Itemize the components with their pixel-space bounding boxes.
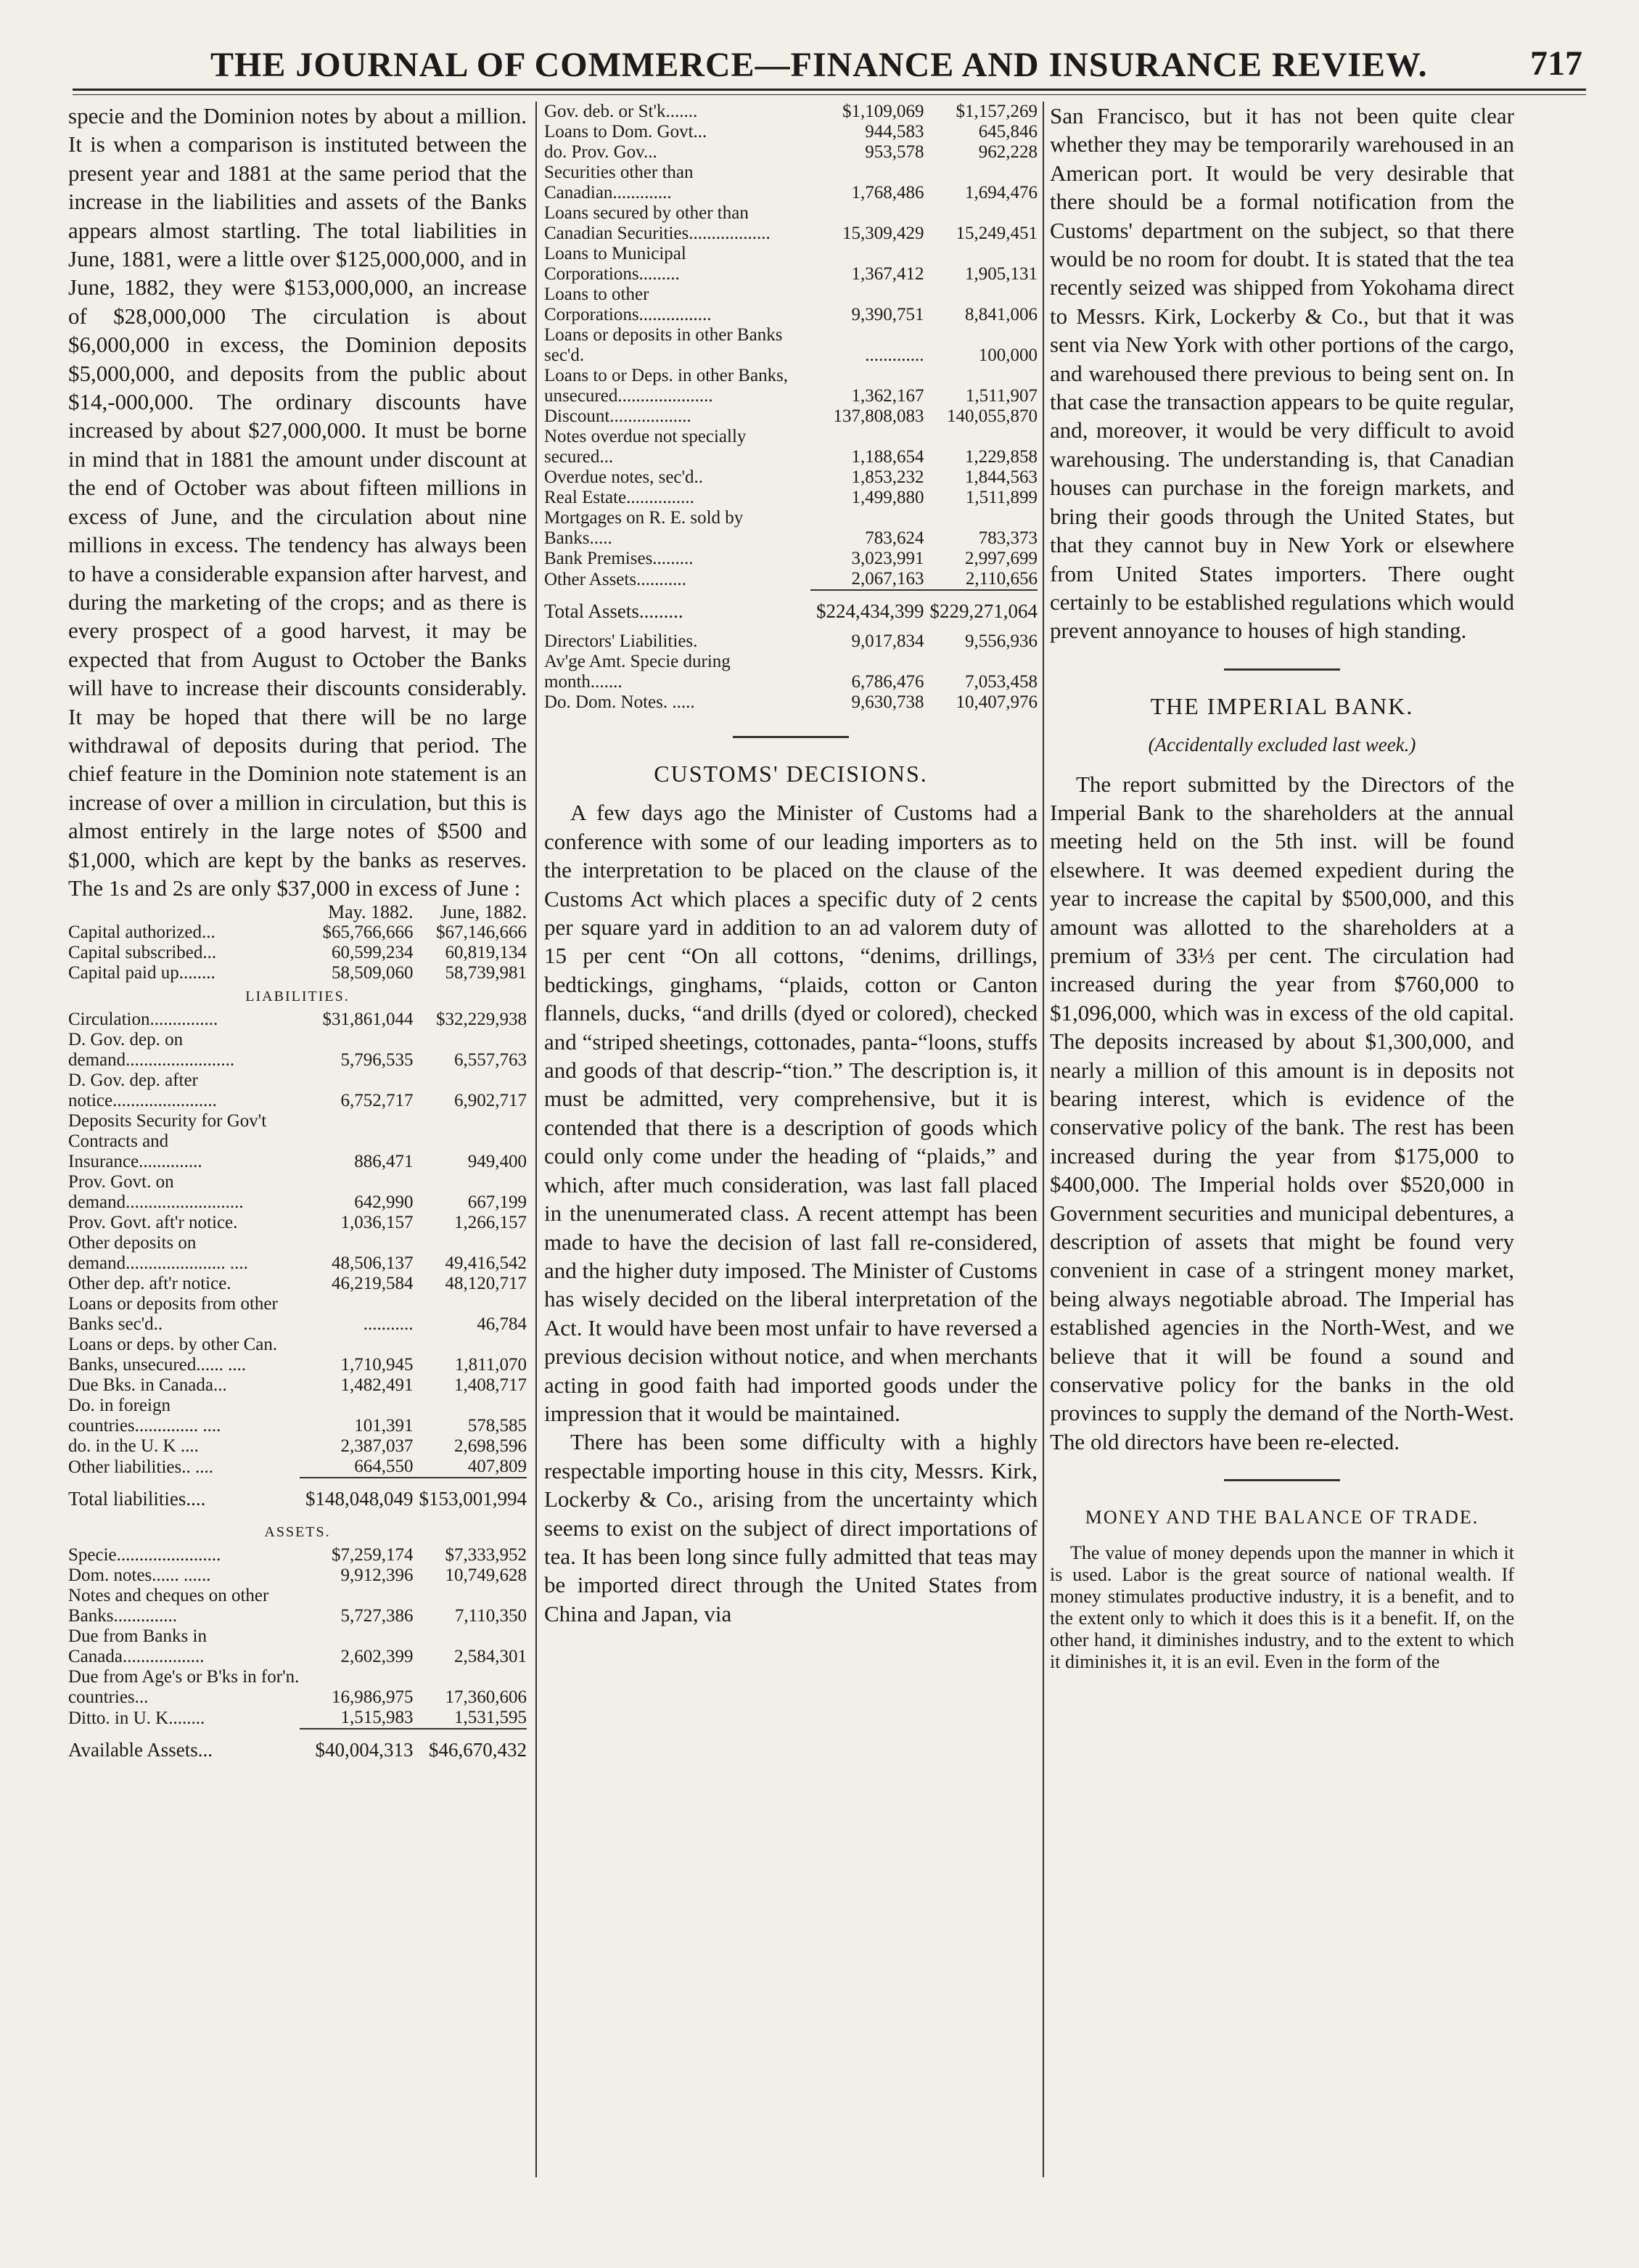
- value-june: $1,157,269: [956, 102, 1038, 121]
- table-row: [544, 406, 1038, 427]
- row-label: Notes overdue not specially secured...: [544, 427, 747, 467]
- row-label: Due from Banks in Canada..................: [68, 1626, 207, 1667]
- table-row: [68, 1708, 527, 1729]
- value-june: 7,110,350: [454, 1606, 527, 1626]
- column-3: [1050, 102, 1514, 1673]
- value-june: 667,199: [467, 1192, 527, 1213]
- section-rule: [733, 736, 849, 738]
- value-may: 6,786,476: [851, 672, 924, 692]
- table-row: [544, 631, 1038, 652]
- value-june: 1,408,717: [454, 1375, 527, 1396]
- row-label: Bank Premises.........: [544, 549, 694, 568]
- value-june: 140,055,870: [947, 406, 1038, 426]
- value-june: 645,846: [978, 122, 1038, 142]
- total-assets-may: $224,434,399: [810, 590, 924, 631]
- table-row: [68, 1545, 527, 1565]
- value-june: 6,557,763: [454, 1050, 527, 1070]
- row-label: Capital subscribed...: [68, 943, 217, 963]
- assets-continued-table: [544, 102, 1038, 713]
- table-row: [68, 1010, 527, 1030]
- table-row: [68, 1213, 527, 1233]
- value-may: 1,853,232: [851, 467, 924, 487]
- total-liabilities-label: Total liabilities....: [68, 1488, 206, 1510]
- value-may: 5,727,386: [340, 1606, 414, 1626]
- row-label: Prov. Govt. on demand..........................: [68, 1172, 244, 1213]
- value-june: 9,556,936: [965, 631, 1038, 651]
- value-may: 5,796,535: [340, 1050, 414, 1070]
- table-row: [544, 652, 1038, 692]
- row-label: Capital authorized...: [68, 922, 215, 943]
- table-row: [68, 1294, 527, 1335]
- table-row: [68, 1396, 527, 1436]
- row-label: Directors' Liabilities.: [544, 631, 698, 651]
- row-label: Loans or deposits from other Banks sec'd..: [68, 1294, 278, 1335]
- value-june: 1,266,157: [454, 1213, 527, 1233]
- row-label: Gov. deb. or St'k.......: [544, 102, 698, 121]
- value-may: 9,912,396: [340, 1565, 414, 1586]
- row-label: Securities other than Canadian.............: [544, 163, 694, 202]
- journal-title: THE JOURNAL OF COMMERCE—FINANCE AND INSURANCE REVIEW.: [210, 46, 1428, 84]
- row-label: Loans or deposits in other Banks sec'd.: [544, 325, 783, 365]
- customs-paragraph-2: There has been some difficulty with a highly respectable importing house in this city, Messrs. Kirk, Lockerby & Co., arising from the uncertainty which seems to exist on the subject of direct importations of tea. It has been long since fully admitted that teas may be imported direct through the United States from China and Japan, via: [544, 1429, 1038, 1626]
- value-june: 17,360,606: [445, 1687, 527, 1708]
- value-june: $67,146,666: [436, 922, 527, 943]
- table-row: [544, 122, 1038, 142]
- column-divider: [535, 102, 537, 2177]
- value-may: 3,023,991: [851, 549, 924, 568]
- value-june: 15,249,451: [956, 224, 1038, 243]
- value-may: 664,550: [354, 1457, 414, 1477]
- imperial-bank-paragraph: The report submitted by the Directors of the Imperial Bank to the shareholders at the annual meeting held on the 5th inst. will be found elsewhere. It was deemed expedient during the year to increase the capital by $500,000, and this amount was allotted to the shareholders at a premium of 33⅓ per cent. The circulation had increased during the year from $760,000 to $1,096,000, which was in excess of the old capital. The deposits increased by about $1,300,000, and nearly a million of this amount is in deposits not bearing interest, which is evidence of the conservative policy of the bank. The rest has been increased during the year from $175,000 to $400,000. The Imperial holds over $520,000 in Government securities and municipal debentures, a description of assets that might be found very convenient in case of a stringent money market, being always negotiable abroad. The Imperial has established agencies in the North-West, and we believe that it will be found a sound and conservative policy for the banks in the old provinces to supply the demand of the North-West. The old directors have been re-elected.: [1050, 771, 1514, 1454]
- value-june: 962,228: [978, 142, 1038, 162]
- header-rule: [73, 89, 1586, 91]
- row-label: Circulation...............: [68, 1010, 218, 1030]
- table-row: [68, 1172, 527, 1213]
- value-may: 783,624: [865, 528, 924, 548]
- row-label: Other deposits on demand...................... ....: [68, 1233, 248, 1274]
- column-head-may: May. 1882.: [328, 901, 414, 923]
- value-may: 944,583: [865, 122, 924, 142]
- row-label: Loans to Dom. Govt...: [544, 122, 707, 142]
- imperial-bank-subheading: (Accidentally excluded last week.): [1148, 734, 1416, 756]
- row-label: Loans to Municipal Corporations.........: [544, 244, 686, 284]
- column-1: [68, 102, 527, 1770]
- value-june: 1,511,899: [965, 488, 1038, 507]
- table-row: [68, 1586, 527, 1626]
- customs-paragraph-1: A few days ago the Minister of Customs had a conference with some of our leading importers as to the interpretation to be placed on the clause of the Customs Act which places a specific duty of 2 cents per square yard in addition to an ad valorem duty of 15 per cent “On all cottons, “denims, drillings, bedtickings, ginghams, “plaids, cotton or Canton flannels, ducks, “and drills (dyed or colored), checked and “striped sheetings, cottonades, panta-“loons, stuffs and goods of that descrip-“tion.” The description is, it must be admitted, very comprehensive, but it is contended that there is a description of goods which could only come under the heading of “plaids,” and which, after much consideration, was last fall placed in the unenumerated class. A recent attempt has been made to have the decision of last fall re-considered, and the higher duty imposed. The Minister of Customs has wisely decided on the liberal interpretation of the Act. It would have been most unfair to have reversed a previous decision without notice, and when merchants acting in good faith had imported goods under the impression that it would be maintained.: [544, 800, 1038, 1426]
- table-row: [544, 692, 1038, 713]
- page-number: 717: [1530, 44, 1582, 83]
- row-label: Loans to or Deps. in other Banks, unsecured.....................: [544, 366, 789, 406]
- row-label: Due Bks. in Canada...: [68, 1375, 227, 1396]
- table-row: [544, 569, 1038, 590]
- value-may: $7,259,174: [332, 1545, 414, 1565]
- row-label: D. Gov. dep. on demand........................: [68, 1030, 235, 1070]
- row-label: Mortgages on R. E. sold by Banks.....: [544, 508, 744, 548]
- value-june: $32,229,938: [436, 1010, 527, 1030]
- table-row: [68, 943, 527, 963]
- row-label: Dom. notes...... ......: [68, 1565, 211, 1586]
- value-may: 2,602,399: [340, 1647, 414, 1667]
- row-label: Deposits Security for Gov't Contracts and Insurance..............: [68, 1111, 267, 1172]
- value-june: 8,841,006: [965, 305, 1038, 324]
- value-june: 578,585: [467, 1416, 527, 1436]
- value-june: 1,905,131: [965, 264, 1038, 284]
- row-label: Notes and cheques on other Banks..............: [68, 1586, 269, 1626]
- row-label: D. Gov. dep. after notice.......................: [68, 1070, 217, 1111]
- value-may: 1,367,412: [851, 264, 924, 284]
- money-section: [1050, 1542, 1514, 1673]
- value-may: ...........: [363, 1314, 414, 1335]
- row-label: Loans or deps. by other Can. Banks, unsecured...... ....: [68, 1335, 278, 1375]
- value-june: $7,333,952: [445, 1545, 527, 1565]
- value-june: 100,000: [978, 345, 1038, 365]
- value-may: 9,630,738: [851, 692, 924, 712]
- table-row: [544, 102, 1038, 122]
- value-may: 1,482,491: [340, 1375, 414, 1396]
- money-heading: MONEY AND THE BALANCE OF TRADE.: [1085, 1507, 1479, 1528]
- row-label: Other Assets...........: [544, 570, 686, 589]
- row-label: do. Prov. Gov...: [544, 142, 657, 162]
- value-may: 642,990: [354, 1192, 414, 1213]
- value-june: 1,511,907: [965, 386, 1038, 406]
- value-may: $31,861,044: [322, 1010, 414, 1030]
- value-may: 9,017,834: [851, 631, 924, 651]
- table-row: [544, 142, 1038, 163]
- table-row: [68, 922, 527, 943]
- available-assets-may: $40,004,313: [300, 1729, 414, 1770]
- total-assets-label: Total Assets.........: [544, 600, 683, 622]
- row-label: do. in the U. K ....: [68, 1436, 199, 1457]
- value-june: 1,811,070: [454, 1355, 527, 1375]
- table-row: [68, 1030, 527, 1070]
- row-label: Real Estate...............: [544, 488, 694, 507]
- table-row: [544, 488, 1038, 508]
- value-may: 6,752,717: [340, 1091, 414, 1111]
- table-row: [68, 1233, 527, 1274]
- value-june: 49,416,542: [445, 1253, 527, 1274]
- table-row: [68, 1436, 527, 1457]
- customs-heading: CUSTOMS' DECISIONS.: [654, 761, 928, 787]
- value-june: 6,902,717: [454, 1091, 527, 1111]
- table-row: [68, 1457, 527, 1478]
- value-june: 48,120,717: [445, 1274, 527, 1294]
- page-header: [0, 38, 1639, 89]
- section-rule: [1224, 668, 1340, 671]
- value-may: 15,309,429: [842, 224, 924, 243]
- value-june: 7,053,458: [965, 672, 1038, 692]
- row-label: Other dep. aft'r notice.: [68, 1274, 231, 1294]
- table-row: [544, 467, 1038, 488]
- value-may: 1,499,880: [851, 488, 924, 507]
- value-may: 1,362,167: [851, 386, 924, 406]
- total-assets-june: $229,271,064: [924, 590, 1038, 631]
- value-june: 10,407,976: [956, 692, 1038, 712]
- value-june: 1,531,595: [454, 1708, 527, 1728]
- value-june: 46,784: [477, 1314, 527, 1335]
- table-row: [544, 366, 1038, 406]
- row-label: Specie.......................: [68, 1545, 221, 1565]
- table-row: [68, 1111, 527, 1172]
- value-may: .............: [865, 345, 924, 365]
- column-divider: [1043, 102, 1044, 2177]
- value-may: 2,387,037: [340, 1436, 414, 1457]
- row-label: Do. Dom. Notes. .....: [544, 692, 695, 712]
- row-label: Av'ge Amt. Specie during month.......: [544, 652, 731, 692]
- value-june: 2,698,596: [454, 1436, 527, 1457]
- value-may: 2,067,163: [851, 569, 924, 589]
- table-row: [544, 508, 1038, 549]
- capital-table: [68, 902, 527, 1770]
- table-row: [544, 325, 1038, 366]
- table-row: [68, 1565, 527, 1586]
- table-row: [68, 1335, 527, 1375]
- row-label: Prov. Govt. aft'r notice.: [68, 1213, 238, 1233]
- table-row: [544, 244, 1038, 284]
- available-assets-june: $46,670,432: [414, 1729, 527, 1770]
- table-row: [68, 1667, 527, 1708]
- table-row: [544, 163, 1038, 203]
- value-may: 60,599,234: [332, 943, 414, 963]
- value-june: 10,749,628: [445, 1565, 527, 1586]
- liabilities-label: LIABILITIES.: [245, 988, 350, 1005]
- table-row: [544, 549, 1038, 569]
- row-label: Overdue notes, sec'd..: [544, 467, 704, 487]
- value-may: 886,471: [354, 1152, 414, 1172]
- assets-label: ASSETS.: [264, 1524, 331, 1541]
- customs-continuation: San Francisco, but it has not been quite clear whether they may be temporarily warehoused in an American port. It would be very desirable that there should be a formal notification from the Customs' department on the subject, so that there would be no room for doubt. It is stated that the tea recently seized was shipped from Yokohama direct to Messrs. Kirk, Lockerby & Co., but that it was sent via New York with other portions of the cargo, and warehoused there previous to being sent on. In that case the transaction appears to be quite regular, and, moreover, it would be very difficult to avoid warehousing. The understanding is, that Canadian houses can purchase in the foreign markets, and bring their goods through the United States, but that they cannot buy in New York or elsewhere from United States importers. There ought certainly to be established regulations which would prevent annoyance to houses of high standing.: [1050, 103, 1515, 644]
- column-2: [544, 102, 1038, 1628]
- row-label: Due from Age's or B'ks in for'n. countries...: [68, 1667, 300, 1708]
- table-row: [544, 284, 1038, 325]
- section-rule: [1224, 1479, 1340, 1481]
- value-may: 1,710,945: [340, 1355, 414, 1375]
- value-june: 60,819,134: [445, 943, 527, 963]
- total-liabilities-may: $148,048,049: [300, 1478, 414, 1519]
- row-label: Capital paid up........: [68, 963, 215, 983]
- value-may: 46,219,584: [332, 1274, 414, 1294]
- table-row: [544, 427, 1038, 467]
- value-june: 1,694,476: [965, 183, 1038, 202]
- table-row: [68, 1626, 527, 1667]
- row-label: Ditto. in U. K........: [68, 1708, 205, 1729]
- table-row: [68, 1070, 527, 1111]
- header-rule-thin: [73, 94, 1586, 95]
- row-label: Other liabilities.. ....: [68, 1457, 213, 1478]
- row-label: Do. in foreign countries.............. ....: [68, 1396, 221, 1436]
- money-paragraph: The value of money depends upon the manner in which it is used. Labor is the great source of national wealth. If money stimulates productive industry, it is a benefit, and to the extent only to which it does this is it a benefit. If, on the other hand, it diminishes industry, and to the extent to which it diminishes it, it is an evil. Even in the form of the: [1050, 1542, 1514, 1672]
- value-june: 58,739,981: [445, 963, 527, 983]
- value-june: 949,400: [467, 1152, 527, 1172]
- value-may: 16,986,975: [332, 1687, 414, 1708]
- value-june: 1,844,563: [965, 467, 1038, 487]
- value-may: 48,506,137: [332, 1253, 414, 1274]
- table-row: [68, 1375, 527, 1396]
- row-label: Loans secured by other than Canadian Securities..................: [544, 203, 771, 243]
- row-label: Loans to other Corporations................: [544, 284, 712, 324]
- value-may: $1,109,069: [842, 102, 924, 121]
- table-row: [68, 963, 527, 983]
- value-june: 2,584,301: [454, 1647, 527, 1667]
- table-row: [68, 1274, 527, 1294]
- value-may: $65,766,666: [322, 922, 414, 943]
- available-assets-label: Available Assets...: [68, 1739, 213, 1761]
- value-june: 2,997,699: [965, 549, 1038, 568]
- value-june: 1,229,858: [965, 447, 1038, 467]
- column-head-june: June, 1882.: [440, 901, 527, 923]
- value-may: 1,515,983: [340, 1708, 414, 1728]
- value-may: 1,188,654: [851, 447, 924, 467]
- total-liabilities-june: $153,001,994: [414, 1478, 527, 1519]
- value-june: 783,373: [978, 528, 1038, 548]
- value-may: 953,578: [865, 142, 924, 162]
- value-may: 1,768,486: [851, 183, 924, 202]
- value-june: 2,110,656: [965, 569, 1038, 589]
- value-june: 407,809: [467, 1457, 527, 1477]
- value-may: 137,808,083: [833, 406, 924, 426]
- row-label: Discount..................: [544, 406, 691, 426]
- value-may: 1,036,157: [340, 1213, 414, 1233]
- imperial-bank-heading: THE IMPERIAL BANK.: [1150, 692, 1414, 719]
- value-may: 101,391: [354, 1416, 414, 1436]
- table-row: [544, 203, 1038, 244]
- value-may: 9,390,751: [851, 305, 924, 324]
- bank-statement-paragraph: specie and the Dominion notes by about a million. It is when a comparison is instituted between the present year and 1881 at the same period that the increase in the liabilities and assets of the Banks appears almost startling. The total liabilities in June, 1881, were a little over $125,000,000, and in June, 1882, they were $153,000,000, an increase of $28,000,000 The circulation is about $6,000,000 in excess, the Dominion deposits $5,000,000, and deposits from the public about $14,-000,000. The ordinary discounts have increased by about $27,000,000. It must be borne in mind that in 1881 the amount under discount at the end of October was about fifteen millions in excess of June, and the circulation about nine millions in excess. The tendency has always been to have a considerable expansion after harvest, and during the marketing of the crops; and as there is every prospect of a good harvest, it may be expected that from August to October the Banks will have to increase their discounts considerably. It may be hoped that there will be no large withdrawal of deposits during that period. The chief feature in the Dominion note statement is an increase of over a million in circulation, but this is almost entirely in the large notes of $500 and $1,000, which are kept by the banks as reserves. The 1s and 2s are only $37,000 in excess of June :: [68, 103, 527, 901]
- value-may: 58,509,060: [332, 963, 414, 983]
